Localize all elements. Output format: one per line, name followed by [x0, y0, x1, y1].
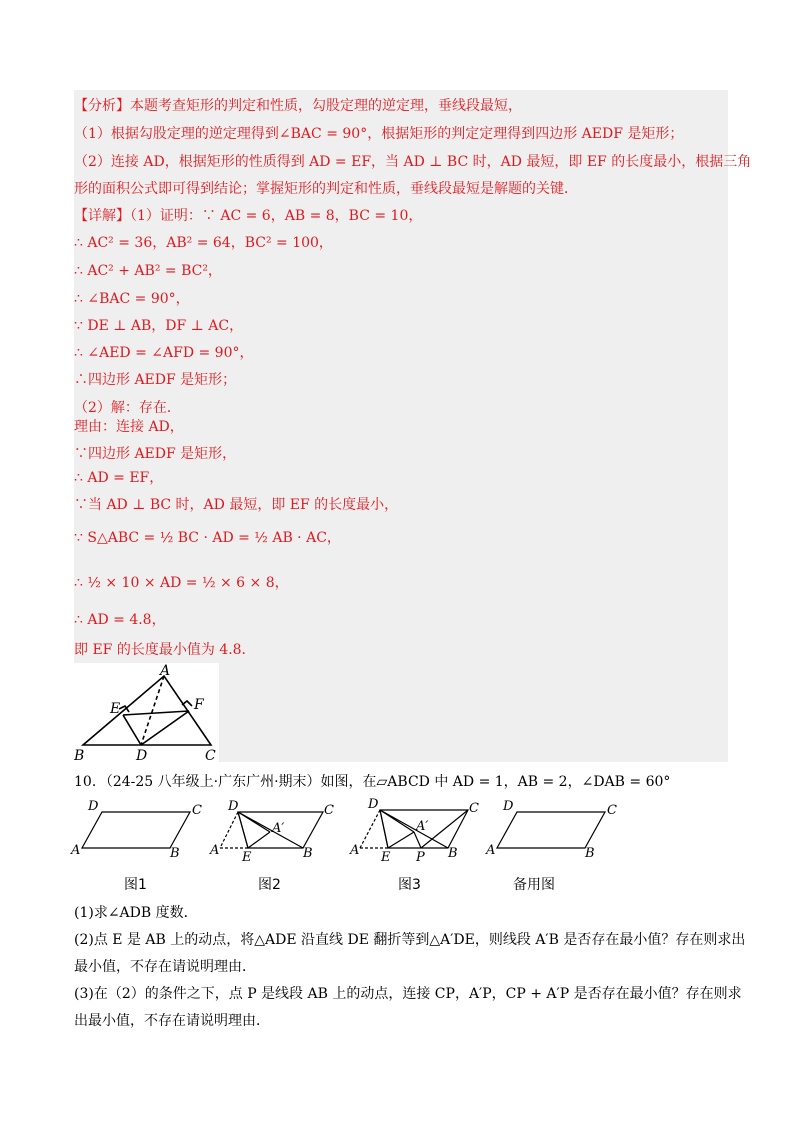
label-d: D	[136, 748, 148, 763]
fig2-label-d: D	[228, 799, 239, 814]
detail-line-10: ∵四边形 AEDF 是矩形，	[74, 446, 237, 462]
detail-line-13: ∵ S△ABC = ½ BC · AD = ½ AB · AC，	[74, 530, 341, 546]
fig2-label-c: C	[324, 803, 334, 818]
detail-line-1: 【详解】（1）证明：∵ AC = 6，AB = 8，BC = 10，	[74, 208, 423, 224]
fig2-label-e: E	[242, 850, 252, 863]
question-part-3b: 出最小值，不存在请说明理由．	[74, 1013, 270, 1029]
detail-line-11: ∴ AD = EF，	[74, 470, 164, 486]
detail-line-3: ∴ AC² + AB² = BC²，	[74, 263, 222, 279]
triangle-figure	[74, 663, 219, 763]
fig3-label-b: B	[448, 846, 458, 861]
fig-backup	[483, 798, 623, 863]
fig2-label-aprime: A′	[272, 821, 285, 836]
detail-line-4: ∴ ∠BAC = 90°，	[74, 291, 190, 307]
label-c: C	[205, 748, 216, 763]
fig1-label-d: D	[88, 799, 99, 814]
caption-fig-2: 图2	[258, 877, 281, 893]
analysis-line-3: （2）连接 AD，根据矩形的性质得到 AD = EF，当 AD ⊥ BC 时，AD 最短，即 EF 的长度最小，根据三角	[74, 154, 752, 170]
label-f: F	[194, 697, 204, 713]
figure-row	[68, 798, 628, 878]
fig-1	[68, 798, 203, 858]
fig3-label-p: P	[416, 850, 425, 863]
fig3-label-c: C	[469, 801, 479, 816]
fig1-label-b: B	[170, 846, 180, 858]
label-a: A	[160, 663, 171, 679]
detail-line-12: ∵当 AD ⊥ BC 时，AD 最短，即 EF 的长度最小，	[74, 497, 399, 513]
label-e: E	[110, 701, 121, 717]
question-header: 10．（24-25 八年级上·广东广州·期末）如图，在▱ABCD 中 AD = 1，AB = 2，∠DAB = 60°	[74, 774, 671, 790]
detail-line-5: ∵ DE ⊥ AB，DF ⊥ AC，	[74, 318, 244, 334]
analysis-line-4: 形的面积公式即可得到结论；掌握矩形的判定和性质，垂线段最短是解题的关键．	[74, 181, 578, 197]
fig3-label-e: E	[381, 850, 391, 863]
question-part-1: (1)求∠ADB 度数．	[74, 905, 198, 921]
fig-2	[208, 798, 348, 863]
detail-line-9: 理由：连接 AD，	[74, 419, 184, 435]
fig3-label-d: D	[368, 798, 379, 812]
fig4-label-d: D	[503, 799, 514, 814]
question-part-2a: (2)点 E 是 AB 上的动点，将△ADE 沿直线 DE 翻折等到△A′DE，则线段 A′B 是否存在最小值？存在则求出	[74, 932, 746, 948]
fig1-label-c: C	[192, 803, 202, 818]
fig2-label-b: B	[303, 846, 313, 861]
detail-line-2: ∴ AC² = 36，AB² = 64，BC² = 100，	[74, 235, 333, 251]
detail-line-8: （2）解：存在．	[74, 400, 181, 416]
fig4-label-c: C	[607, 803, 617, 818]
caption-fig-1: 图1	[124, 877, 147, 893]
fig3-label-aprime: A′	[416, 819, 429, 834]
fig3-label-a: A	[350, 843, 360, 858]
label-b: B	[74, 748, 85, 763]
detail-line-15: ∴ AD = 4.8，	[74, 612, 166, 628]
fig4-label-a: A	[486, 843, 496, 858]
caption-fig-3: 图3	[398, 877, 421, 893]
analysis-line-1: 【分析】本题考查矩形的判定和性质，勾股定理的逆定理，垂线段最短，	[74, 98, 522, 114]
detail-line-6: ∴ ∠AED = ∠AFD = 90°，	[74, 345, 254, 361]
detail-line-7: ∴四边形 AEDF 是矩形；	[74, 372, 237, 388]
detail-line-14: ∴ ½ × 10 × AD = ½ × 6 × 8，	[74, 575, 289, 591]
fig4-label-b: B	[585, 846, 595, 861]
caption-backup-fig: 备用图	[513, 877, 555, 893]
analysis-line-2: （1）根据勾股定理的逆定理得到∠BAC = 90°，根据矩形的判定定理得到四边形 AEDF 是矩形；	[74, 126, 684, 142]
fig2-label-a: A	[210, 843, 220, 858]
fig1-label-a: A	[71, 843, 81, 858]
fig-3	[348, 798, 488, 863]
detail-line-16: 即 EF 的长度最小值为 4.8．	[74, 642, 256, 658]
question-part-2b: 最小值，不存在请说明理由．	[74, 959, 256, 975]
question-part-3a: (3)在（2）的条件之下，点 P 是线段 AB 上的动点，连接 CP，A′P，CP + A′P 是否存在最小值？存在则求	[74, 986, 742, 1002]
